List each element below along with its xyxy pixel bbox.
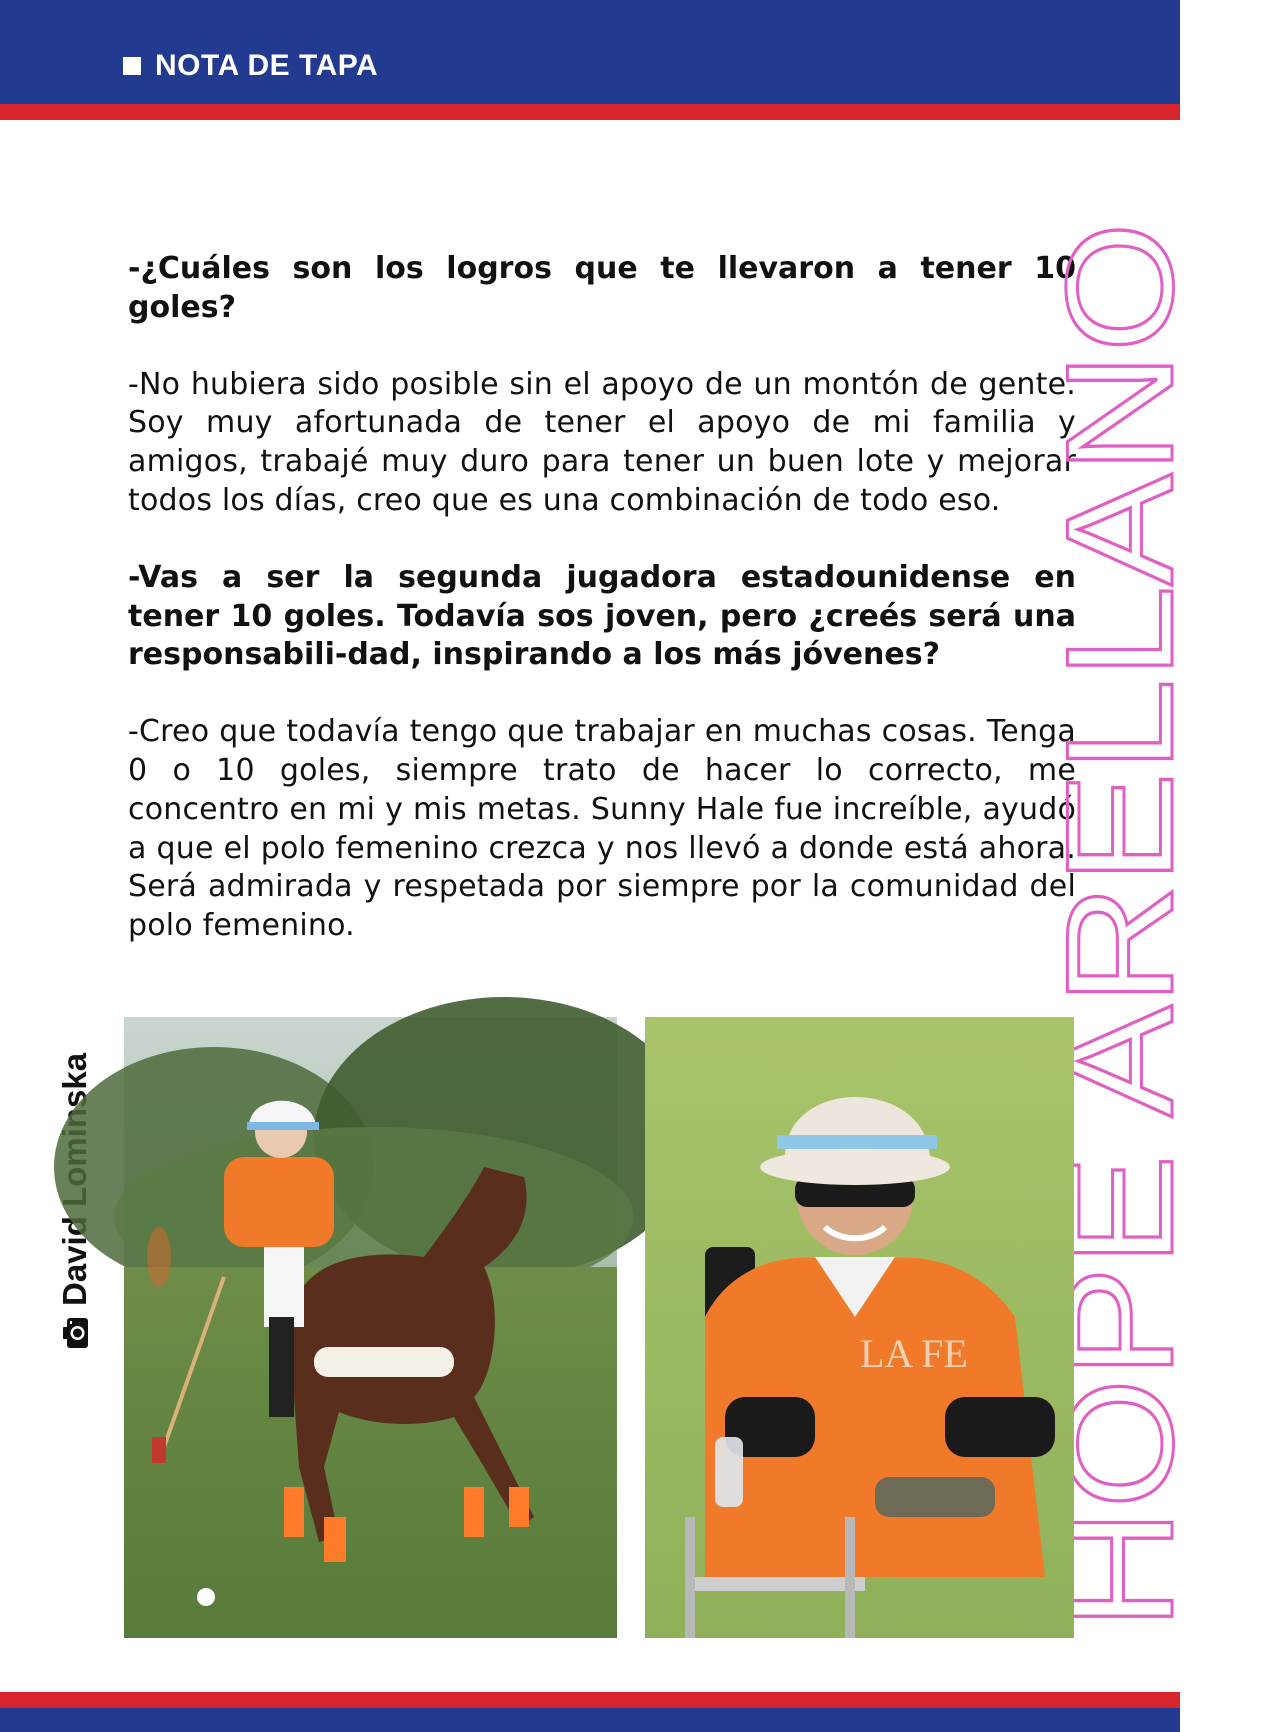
svg-text:LA FE: LA FE <box>860 1331 968 1376</box>
camera-icon <box>58 1316 92 1350</box>
question-2: -Vas a ser la segunda jugadora estadounidense en tener 10 goles. Todavía sos joven, pero ¿creés será una responsabili-dad, inspirando a los más jóvenes? <box>128 559 1076 673</box>
question-1: -¿Cuáles son los logros que te llevaron a tener 10 goles? <box>128 251 1076 325</box>
side-title-text: HOPE ARELLANO <box>1035 354 1205 1630</box>
section-tag <box>123 46 378 86</box>
square-bullet-icon <box>123 57 141 75</box>
section-label: NOTA DE TAPA <box>155 49 379 82</box>
answer-1: -No hubiera sido posible sin el apoyo de un montón de gente. Soy muy afortunada de tener el apoyo de mi familia y amigos, trabajé muy duro para tener un buen lote y mejorar todos los días, creo que es una combinación de todo eso. <box>128 366 1076 518</box>
answer-2: -Creo que todavía tengo que trabajar en muchas cosas. Tenga 0 o 10 goles, siempre trato de hacer lo correcto, me concentro en mi y mis metas. Sunny Hale fue increíble, ayudó a que el polo femenino crezca y nos llevó a donde está ahora. Será admirada y respetada por siempre por la comunidad del polo femenino. <box>128 714 1076 944</box>
footer-red-stripe <box>0 1692 1180 1708</box>
header-red-stripe <box>0 104 1180 120</box>
polo-player-riding-photo <box>124 1017 617 1638</box>
player-portrait-photo <box>645 1017 1074 1638</box>
side-title <box>1035 222 1205 1632</box>
interview-article <box>128 250 1076 984</box>
footer-bar <box>0 1708 1180 1732</box>
